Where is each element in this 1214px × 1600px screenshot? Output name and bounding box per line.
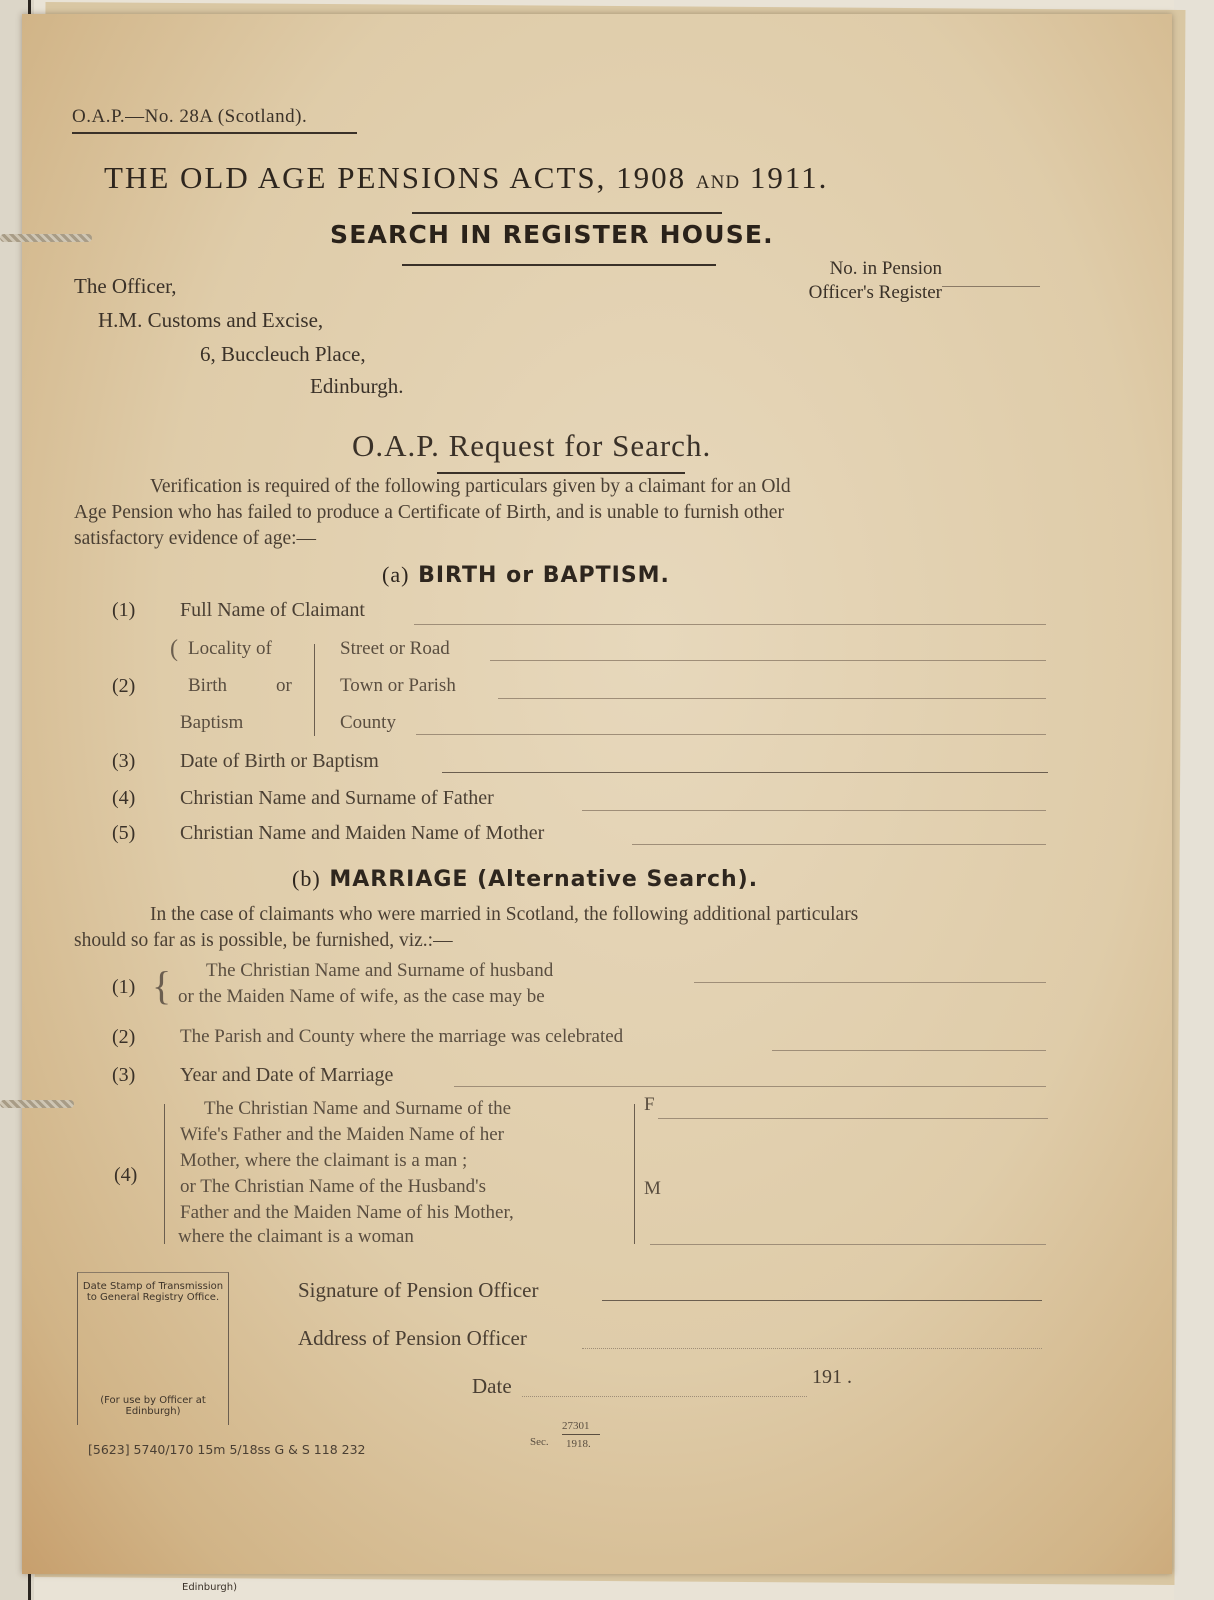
mother-m-label: M [644, 1178, 661, 1199]
marriage-intro-2: should so far as is possible, be furnished, viz.:— [74, 930, 453, 951]
birth-number-3: (3) [112, 750, 136, 772]
register-no-line-1: No. in Pension [829, 258, 942, 279]
section-a-heading [382, 562, 670, 588]
locality-label-1: Locality of [188, 638, 272, 659]
form-sheet [22, 14, 1172, 1574]
address-line-1: The Officer, [74, 274, 177, 298]
birth-number-2: (2) [112, 675, 136, 697]
marriage-number-1: (1) [112, 976, 136, 998]
section-b-heading [292, 866, 758, 892]
town-field[interactable] [498, 698, 1046, 699]
intro-line-3: satisfactory evidence of age:— [74, 528, 317, 549]
parents-bracket-right [634, 1104, 635, 1244]
parents-line-4: or The Christian Name of the Husband's [180, 1176, 486, 1197]
marriage-number-3: (3) [112, 1064, 136, 1086]
year-field[interactable] [454, 1086, 1046, 1087]
parents-line-2: Wife's Father and the Maiden Name of her [180, 1124, 504, 1145]
section-a-prefix: (a) [382, 562, 410, 587]
full-name-field[interactable] [414, 624, 1046, 625]
spouse-label-1: The Christian Name and Surname of husband [206, 960, 554, 981]
date-field[interactable] [522, 1396, 807, 1397]
street-label: Street or Road [340, 638, 450, 659]
address-line-3: 6, Buccleuch Place, [200, 342, 366, 366]
parents-line-3: Mother, where the claimant is a man ; [180, 1150, 468, 1171]
father-f-label: F [644, 1094, 655, 1115]
binding-string-top [0, 234, 92, 242]
intro-line-2: Age Pension who has failed to produce a Certificate of Birth, and is unable to furnish other [74, 502, 784, 523]
locality-label-2: Birth [188, 675, 228, 696]
spouse-field[interactable] [694, 982, 1046, 983]
sec-fraction-line [562, 1434, 600, 1435]
date-label: Date [472, 1374, 512, 1398]
address-line-4: Edinburgh. [310, 374, 404, 398]
signature-label: Signature of Pension Officer [298, 1278, 539, 1302]
father-label: Christian Name and Surname of Father [180, 787, 494, 809]
acts-title-main: THE OLD AGE PENSIONS ACTS, 1908 [104, 160, 687, 195]
marriage-intro-1: In the case of claimants who were married in Scotland, the following additional particulars [150, 904, 859, 925]
form-number-underline [72, 132, 357, 134]
birth-number-1: (1) [112, 599, 136, 621]
marriage-number-2: (2) [112, 1026, 136, 1048]
marriage-number-4: (4) [114, 1164, 138, 1186]
date-year-prefix: 191 . [812, 1366, 852, 1388]
date-stamp-box [77, 1272, 229, 1425]
section-a-title: BIRTH or BAPTISM. [418, 563, 670, 588]
county-field[interactable] [416, 734, 1046, 735]
signature-field[interactable] [602, 1300, 1042, 1301]
mother-field[interactable] [632, 844, 1046, 845]
acts-title [104, 160, 828, 196]
acts-title-and: AND [695, 172, 741, 193]
intro-line-1: Verification is required of the following particulars given by a claimant for an Old [150, 476, 791, 497]
sec-number: 27301 [562, 1420, 590, 1432]
birth-number-5: (5) [112, 822, 136, 844]
full-name-label: Full Name of Claimant [180, 599, 365, 621]
mother-label: Christian Name and Maiden Name of Mother [180, 822, 545, 844]
search-title-underline [402, 264, 716, 266]
spouse-brace: { [152, 963, 172, 1008]
locality-label-4: Baptism [180, 712, 244, 733]
officer-address-label: Address of Pension Officer [298, 1326, 527, 1350]
dob-label: Date of Birth or Baptism [180, 750, 379, 772]
sec-label: Sec. [530, 1436, 549, 1448]
register-no-field[interactable] [942, 286, 1040, 287]
parents-line-5: Father and the Maiden Name of his Mother, [180, 1202, 514, 1223]
title-rule [412, 212, 722, 214]
request-title-underline [437, 472, 685, 474]
parents-father-field[interactable] [658, 1118, 1048, 1119]
binding-string-bottom [0, 1100, 74, 1108]
father-field[interactable] [582, 810, 1046, 811]
section-b-prefix: (b) [292, 866, 321, 891]
parents-bracket-left [164, 1104, 165, 1244]
sec-year: 1918. [566, 1438, 591, 1450]
parents-line-1: The Christian Name and Surname of the [204, 1098, 512, 1119]
request-title: O.A.P. Request for Search. [352, 428, 712, 463]
parents-mother-field[interactable] [650, 1244, 1046, 1245]
stamp-label-top: Date Stamp of Transmission to General Registry Office. [82, 1281, 224, 1303]
birth-number-4: (4) [112, 787, 136, 809]
parish-label: The Parish and County where the marriage was celebrated [180, 1026, 624, 1047]
street-field[interactable] [490, 660, 1046, 661]
parish-field[interactable] [772, 1050, 1046, 1051]
section-b-title: MARRIAGE (Alternative Search). [329, 867, 759, 892]
underlying-sheet-label: Edinburgh) [182, 1582, 237, 1593]
acts-title-year: 1911. [749, 160, 829, 195]
locality-brace-left: ( [170, 636, 178, 662]
register-no-line-2: Officer's Register [808, 282, 942, 303]
locality-label-3: or [276, 675, 292, 696]
printer-imprint: [5623] 5740/170 15m 5/18ss G & S 118 232 [88, 1442, 366, 1457]
town-label: Town or Parish [340, 675, 456, 696]
parents-line-6: where the claimant is a woman [178, 1226, 414, 1247]
stamp-label-bottom: (For use by Officer at Edinburgh) [100, 1395, 206, 1417]
officer-address-field[interactable] [582, 1348, 1042, 1349]
form-number: O.A.P.—No. 28A (Scotland). [72, 106, 308, 127]
year-label: Year and Date of Marriage [180, 1064, 394, 1086]
address-line-2: H.M. Customs and Excise, [98, 308, 324, 332]
search-title: SEARCH IN REGISTER HOUSE. [330, 220, 774, 249]
county-label: County [340, 712, 396, 733]
spouse-label-2: or the Maiden Name of wife, as the case may be [178, 986, 545, 1007]
dob-field[interactable] [442, 772, 1048, 773]
locality-divider [314, 644, 315, 736]
